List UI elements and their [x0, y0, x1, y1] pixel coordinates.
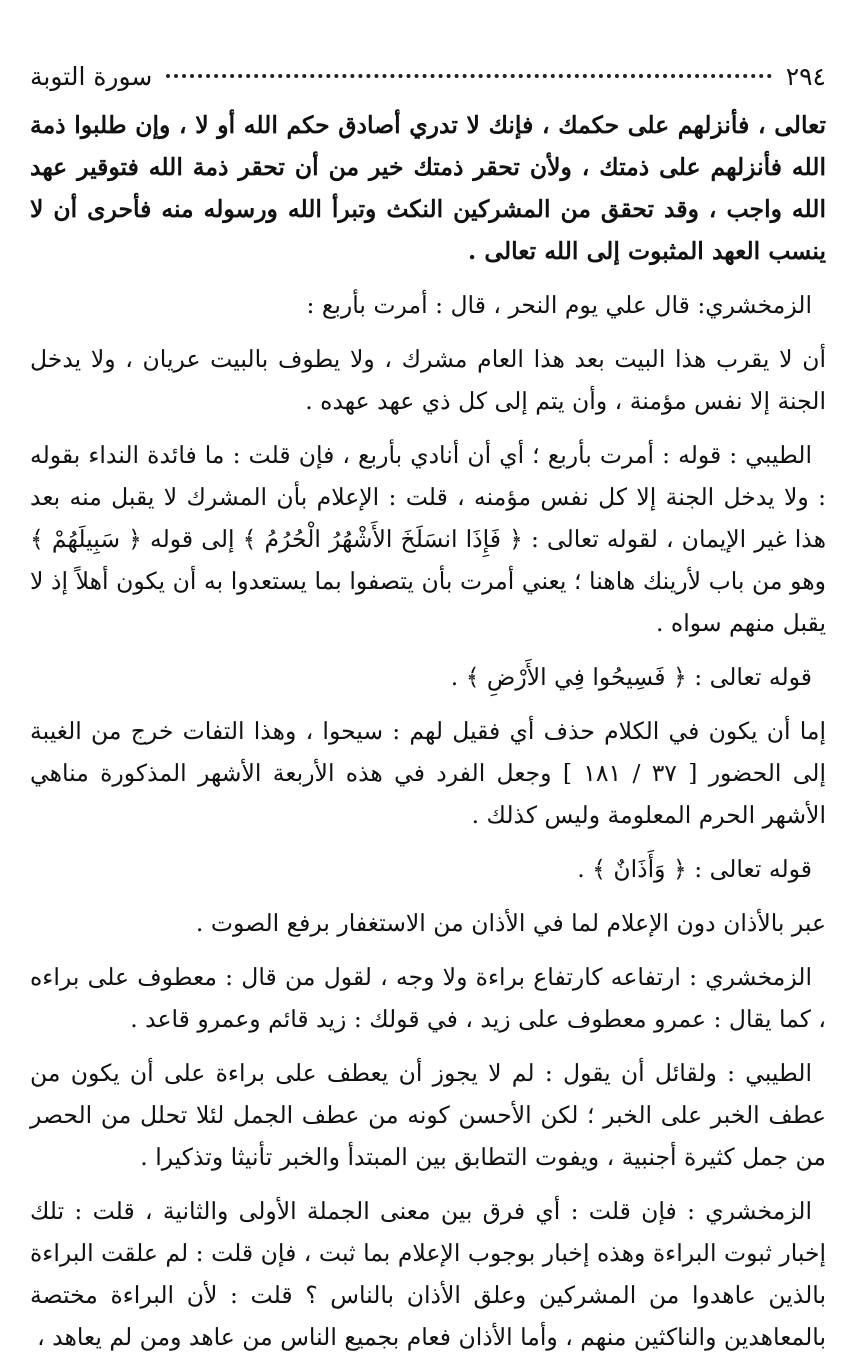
paragraph-3: أن لا يقرب هذا البيت بعد هذا العام مشرك ، ولا يطوف بالبيت عريان ، ولا يدخل الجنة إلا نفس مؤمنة ، وأن يتم إلى كل ذي عهد عهده .	[30, 345, 826, 415]
paragraph-5: قوله تعالى : ﴿ فَسِيحُوا فِي الأَرْضِ ﴾ .	[450, 663, 812, 691]
paragraph-8: عبر بالأذان دون الإعلام لما في الأذان من الاستغفار برفع الصوت .	[195, 909, 826, 937]
paragraph-1: تعالى ، فأنزلهم على حكمك ، فإنك لا تدري أصادق حكم الله أو لا ، وإن طلبوا ذمة الله فأنزلهم على ذمتك ، ولأن تحقر ذمتك خير من أن تحقر ذمة الله فتوقير عهد الله واجب ، وقد تحقق من المشركين النكث وتبرأ الله ورسوله منه فأحرى أن لا ينسب العهد المثبوت إلى الله تعالى .	[30, 111, 826, 265]
paragraph-4: الطيبي : قوله : أمرت بأربع ؛ أي أن أنادي بأربع ، فإن قلت : ما فائدة النداء بقوله : ولا يدخل الجنة إلا كل نفس مؤمنه ، قلت : الإعلام بأن المشرك لا يقبل منه بعد هذا غير الإيمان ، لقوله تعالى : ﴿ فَإِذَا انسَلَخَ الأَشْهُرُ الْحُرُمُ ﴾ إلى قوله ﴿ سَبِيلَهُمْ ﴾ وهو من باب لأرينك هاهنا ؛ يعني أمرت بأن يتصفوا بما يستعدوا به أن يكون أهلاً إذ لا يقبل منهم سواه .	[30, 441, 826, 637]
page-body	[30, 104, 826, 1368]
page-header	[30, 56, 826, 96]
surah-title: سورة التوبة	[30, 61, 153, 91]
page-number: ٢٩٤	[785, 61, 826, 91]
paragraph-11: الزمخشري : فإن قلت : أي فرق بين معنى الجملة الأولى والثانية ، قلت : تلك إخبار ثبوت البراءة وهذه إخبار بوجوب الإعلام بما ثبت ، فإن قلت : لم علقت البراءة بالذين عاهدوا من المشركين وعلق الأذان بالناس ؟ قلت : لأن البراءة مختصة بالمعاهدين والناكثين منهم ، وأما الأذان فعام بجميع الناس من عاهد ومن لم يعاهد ،	[30, 1197, 826, 1351]
paragraph-10: الطيبي : ولقائل أن يقول : لم لا يجوز أن يعطف على براءة على أن يكون من عطف الخبر على الخبر ؛ لكن الأحسن كونه من عطف الجمل لئلا تحلل من الحصر من جمل كثيرة أجنبية ، ويفوت التطابق بين المبتدأ والخبر تأنيثا وتذكيرا .	[30, 1059, 826, 1171]
paragraph-9: الزمخشري : ارتفاعه كارتفاع براءة ولا وجه ، لقول من قال : معطوف على براءه ، كما يقال : عمرو معطوف على زيد ، في قولك : زيد قائم وعمرو قاعد .	[30, 963, 826, 1033]
paragraph-7: قوله تعالى : ﴿ وَأَذَانٌ ﴾ .	[577, 855, 812, 883]
header-dotted-rule	[166, 74, 771, 78]
paragraph-2: الزمخشري: قال علي يوم النحر ، قال : أمرت بأربع :	[306, 291, 812, 319]
paragraph-6: إما أن يكون في الكلام حذف أي فقيل لهم : سيحوا ، وهذا التفات خرج من الغيبة إلى الحضور [ ٣٧ / ١٨١ ] وجعل الفرد في هذه الأربعة الأشهر المذكورة مناهي الأشهر الحرم المعلومة وليس كذلك .	[30, 717, 826, 829]
